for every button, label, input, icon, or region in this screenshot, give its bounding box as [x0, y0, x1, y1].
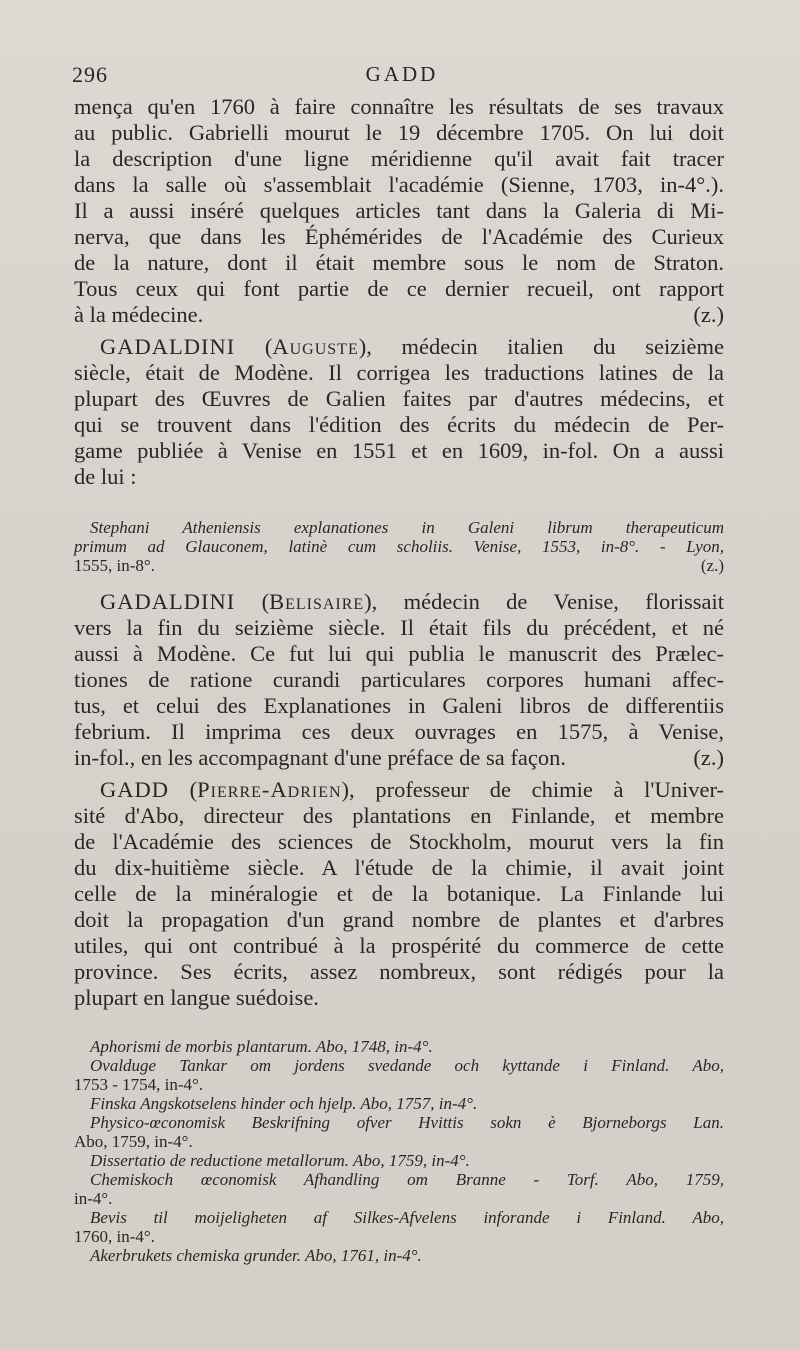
text-line: de lui :	[74, 464, 137, 489]
text-line: la description d'une ligne méridienne qu'il avait fait tracer	[74, 146, 724, 171]
text-line: doit la propagation d'un grand nombre de plantes et d'arbres	[74, 907, 724, 932]
biblio-line: Aphorismi de morbis plantarum. Abo, 1748, in-4°.	[90, 1037, 433, 1056]
entry-gadaldini-auguste	[74, 334, 724, 490]
biblio-line: Bevis til moijeligheten af Silkes-Afvelens inforande i Finland. Abo,	[90, 1208, 724, 1227]
text-line: aussi à Modène. Ce fut lui qui publia le manuscrit des Prælec-	[74, 641, 724, 666]
biblio-line: Abo, 1759, in-4°.	[74, 1132, 193, 1151]
text-line: tiones de ratione curandi particulares corpores humani affec-	[74, 667, 724, 692]
biblio-line: Physico-œconomisk Beskrifning ofver Hvittis sokn è Bjorneborgs Lan.	[90, 1113, 724, 1132]
text-line: au public. Gabrielli mourut le 19 décembre 1705. On lui doit	[74, 120, 724, 145]
text-line: plupart en langue suédoise.	[74, 985, 319, 1010]
entry-first-line: GADALDINI (Belisaire), médecin de Venise, florissait	[100, 589, 724, 614]
entry-first-line: GADALDINI (Auguste), médecin italien du seizième	[100, 334, 724, 359]
entry-first-line: GADD (Pierre-Adrien), professeur de chimie à l'Univer-	[100, 777, 724, 802]
page-body	[74, 94, 724, 1265]
biblio-line: in-4°.	[74, 1189, 113, 1208]
text-line: game publiée à Venise en 1551 et en 1609, in-fol. On a aussi	[74, 438, 724, 463]
page-number: 296	[72, 62, 108, 87]
author-signature: (z.)	[700, 556, 724, 575]
biblio-line: 1753 - 1754, in-4°.	[74, 1075, 204, 1094]
text-line: de la nature, dont il était membre sous le nom de Straton.	[74, 250, 724, 275]
text-line: province. Ses écrits, assez nombreux, sont rédigés pour la	[74, 959, 724, 984]
text-line: de l'Académie des sciences de Stockholm, mourut vers la fin	[74, 829, 724, 854]
bibliography-gadd	[74, 1037, 724, 1265]
entry-gadaldini-belisaire	[74, 589, 724, 771]
text-line: tus, et celui des Explanationes in Galeni libros de differentiis	[74, 693, 724, 718]
text-line: in-fol., en les accompagnant d'une préface de sa façon. (z.)	[74, 745, 724, 770]
biblio-line: Stephani Atheniensis explanationes in Galeni librum therapeuticum	[90, 518, 724, 537]
entry-given-name: Pierre-Adrien	[197, 777, 342, 802]
entry-name: GADALDINI	[100, 334, 236, 359]
text-line: du dix-huitième siècle. A l'étude de la chimie, il avait joint	[74, 855, 724, 880]
author-signature: (z.)	[693, 302, 724, 327]
biblio-line: 1555, in-8°. (z.)	[74, 556, 724, 575]
entry-name: GADD	[100, 777, 169, 802]
page-header	[72, 62, 732, 96]
text-line: siècle, était de Modène. Il corrigea les traductions latines de la	[74, 360, 724, 385]
text-line: mença qu'en 1760 à faire connaître les résultats de ses travaux	[74, 94, 724, 119]
entry-given-name: Belisaire	[269, 589, 365, 614]
text-line: utiles, qui ont contribué à la prospérité du commerce de cette	[74, 933, 724, 958]
biblio-line: Akerbrukets chemiska grunder. Abo, 1761, in-4°.	[90, 1246, 422, 1265]
author-signature: (z.)	[693, 745, 724, 770]
bibliography-auguste	[74, 518, 724, 575]
biblio-line: primum ad Glauconem, latinè cum scholiis. Venise, 1553, in-8°. - Lyon,	[74, 537, 724, 556]
text-line: plupart des Œuvres de Galien faites par d'autres médecins, et	[74, 386, 724, 411]
text-line: Tous ceux qui font partie de ce dernier recueil, ont rapport	[74, 276, 724, 301]
running-head: GADD	[365, 62, 439, 86]
text-line: febrium. Il imprima ces deux ouvrages en 1575, à Venise,	[74, 719, 724, 744]
text-line: dans la salle où s'assemblait l'académie (Sienne, 1703, in-4°.).	[74, 172, 724, 197]
text-line: vers la fin du seizième siècle. Il était fils du précédent, et né	[74, 615, 724, 640]
text-line: à la médecine. (z.)	[74, 302, 724, 327]
entry-given-name: Auguste	[272, 334, 359, 359]
biblio-line: Chemiskoch œconomisk Afhandling om Branne - Torf. Abo, 1759,	[90, 1170, 724, 1189]
biblio-line: Dissertatio de reductione metallorum. Abo, 1759, in-4°.	[90, 1151, 470, 1170]
text-line: Il a aussi inséré quelques articles tant dans la Galeria di Mi-	[74, 198, 724, 223]
biblio-line: 1760, in-4°.	[74, 1227, 155, 1246]
entry-gadd-pierre-adrien	[74, 777, 724, 1011]
entry-name: GADALDINI	[100, 589, 236, 614]
continued-paragraph	[74, 94, 724, 328]
text-line: nerva, que dans les Éphémérides de l'Académie des Curieux	[74, 224, 724, 249]
text-line: sité d'Abo, directeur des plantations en Finlande, et membre	[74, 803, 724, 828]
text-line: celle de la minéralogie et de la botanique. La Finlande lui	[74, 881, 724, 906]
text-line: qui se trouvent dans l'édition des écrits du médecin de Per-	[74, 412, 724, 437]
biblio-line: Ovalduge Tankar om jordens svedande och kyttande i Finland. Abo,	[90, 1056, 724, 1075]
biblio-line: Finska Angskotselens hinder och hjelp. Abo, 1757, in-4°.	[90, 1094, 478, 1113]
